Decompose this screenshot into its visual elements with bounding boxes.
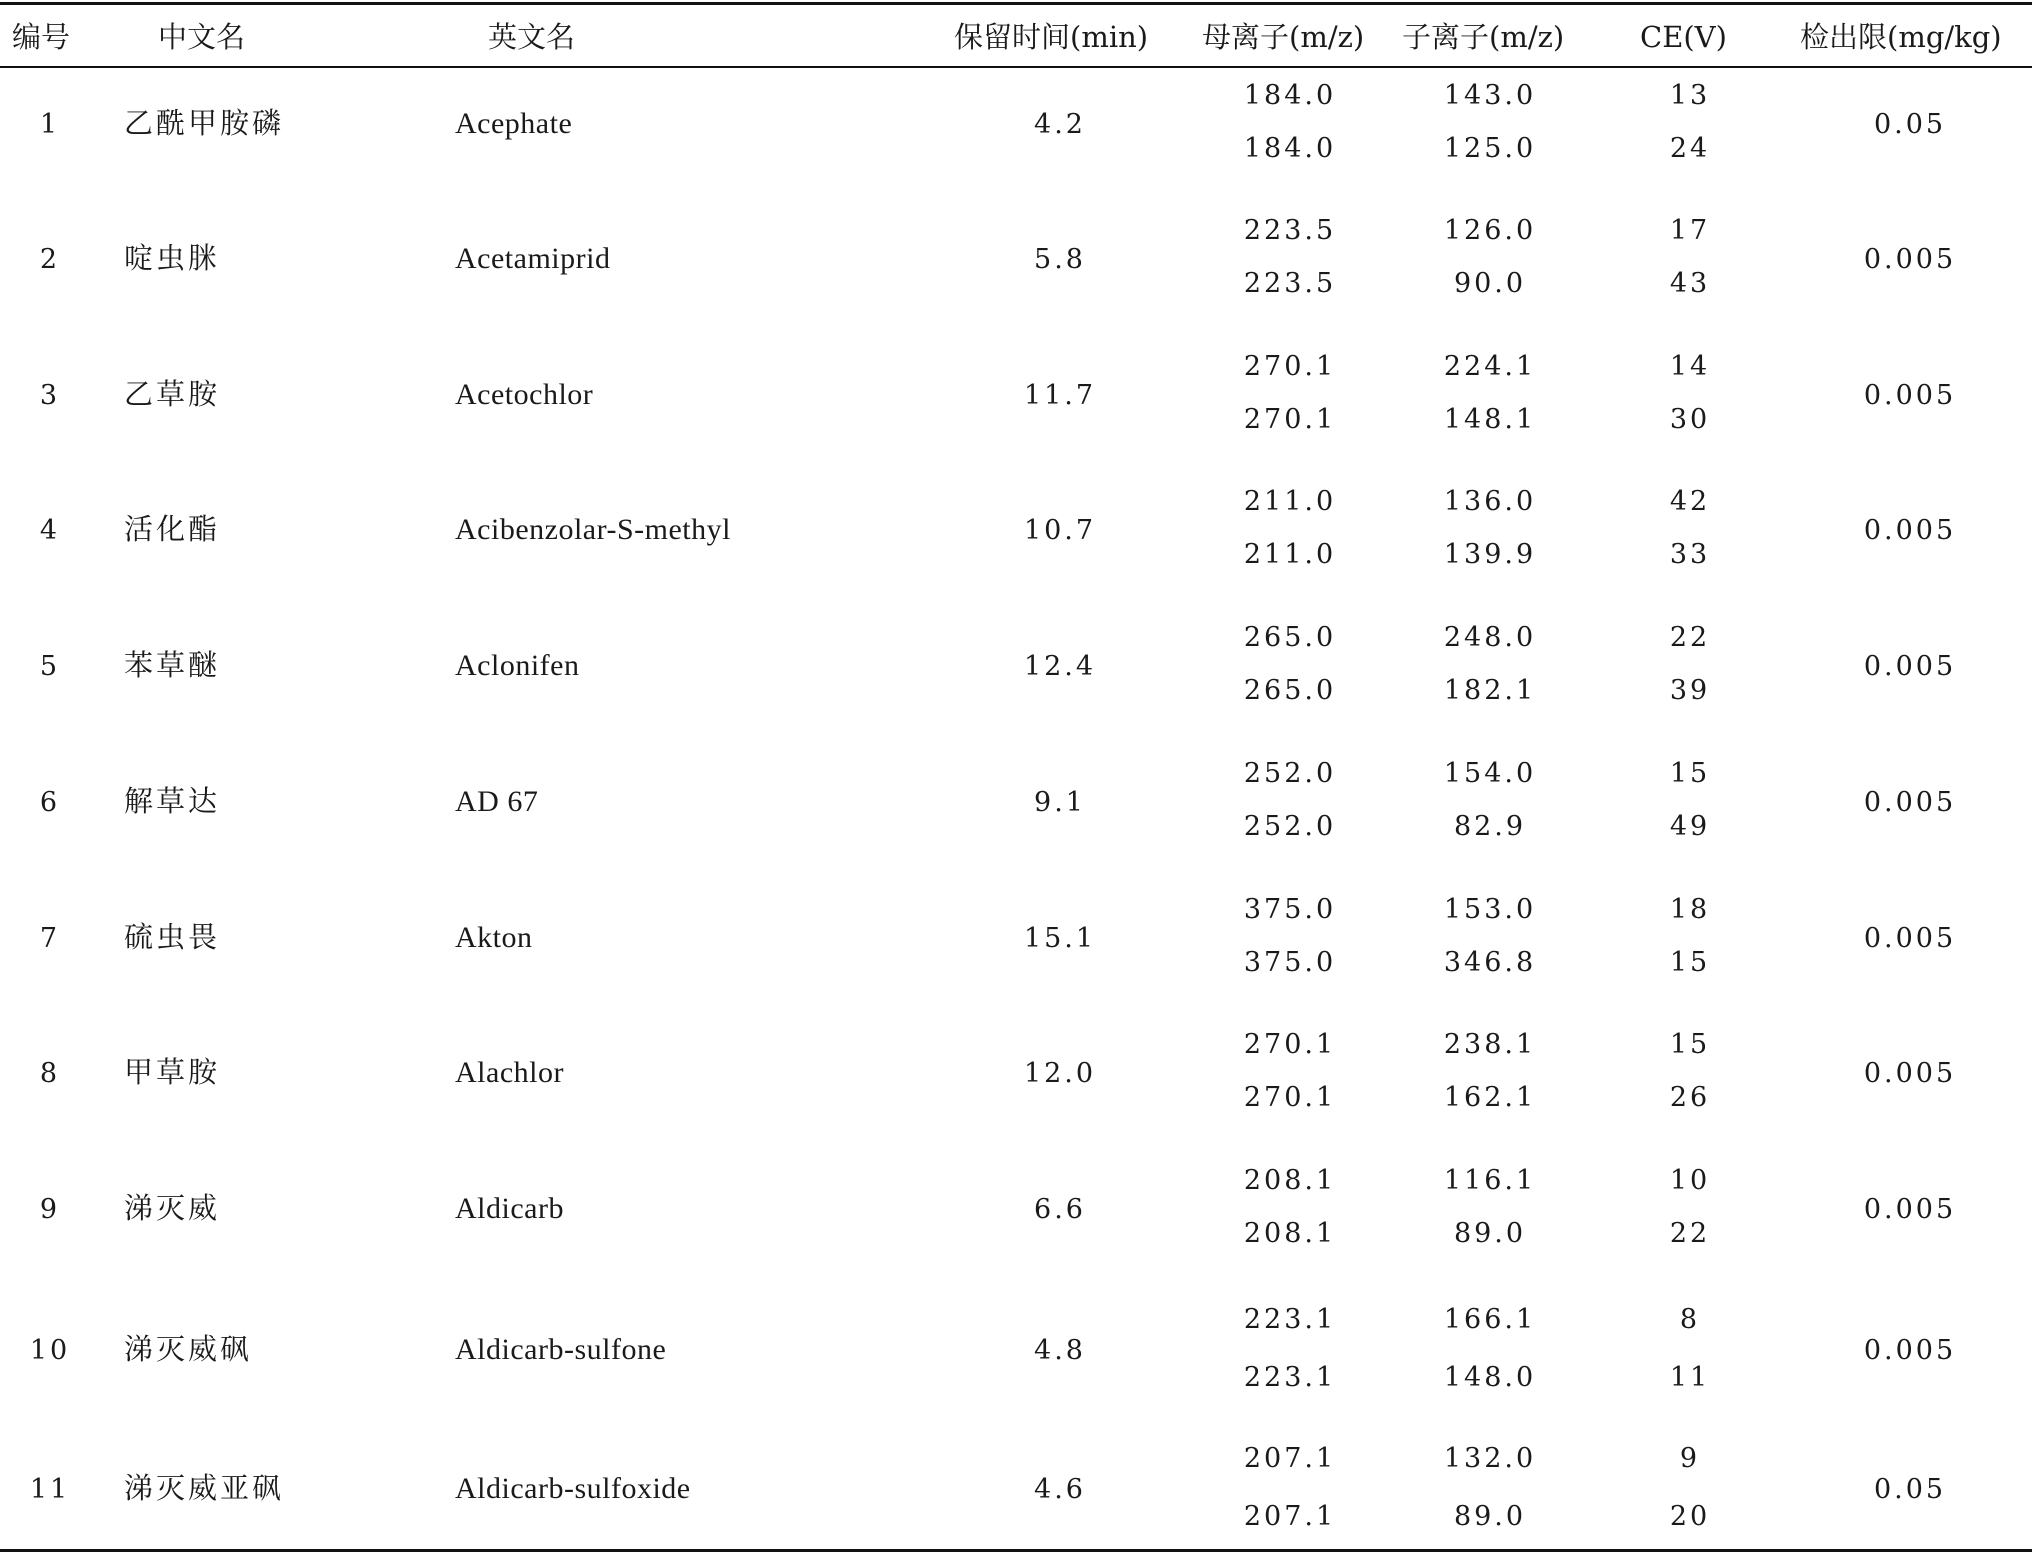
cell-ce: 9 <box>1679 1443 1701 1474</box>
cell-product-ion: 126.0 <box>1443 215 1537 246</box>
header-precursor-ion: 母离子(m/z) <box>1202 20 1365 54</box>
cell-lod: 0.005 <box>1863 243 1957 275</box>
cell-lod: 0.005 <box>1863 786 1957 818</box>
table-row <box>0 1430 2032 1549</box>
header-rule <box>0 66 2032 68</box>
cell-ce: 10 <box>1669 1165 1711 1196</box>
cell-no: 2 <box>39 243 61 275</box>
cell-ce: 22 <box>1669 622 1711 653</box>
cell-precursor-ion: 223.1 <box>1243 1304 1337 1335</box>
cell-ce: 8 <box>1679 1304 1701 1335</box>
cell-no: 10 <box>29 1335 71 1366</box>
cell-name-cn: 涕灭威 <box>124 1190 221 1225</box>
cell-retention-time: 10.7 <box>1023 514 1097 546</box>
cell-no: 5 <box>39 650 61 682</box>
header-name-en: 英文名 <box>488 20 576 54</box>
cell-ce: 26 <box>1669 1082 1711 1113</box>
cell-ce: 14 <box>1669 351 1711 382</box>
cell-ce: 20 <box>1669 1501 1711 1532</box>
cell-name-cn: 苯草醚 <box>124 647 221 682</box>
header-ce: CE(V) <box>1640 20 1727 54</box>
cell-product-ion: 90.0 <box>1453 268 1527 299</box>
cell-precursor-ion: 184.0 <box>1243 133 1337 164</box>
cell-lod: 0.005 <box>1863 1193 1957 1225</box>
cell-precursor-ion: 211.0 <box>1243 486 1337 517</box>
cell-product-ion: 238.1 <box>1443 1029 1537 1060</box>
table-row <box>0 341 2032 476</box>
cell-name-cn: 乙草胺 <box>124 376 221 411</box>
cell-ce: 18 <box>1669 894 1711 925</box>
cell-ce: 24 <box>1669 133 1711 164</box>
cell-product-ion: 162.1 <box>1443 1082 1537 1113</box>
cell-lod: 0.005 <box>1863 650 1957 682</box>
cell-ce: 22 <box>1669 1218 1711 1249</box>
cell-precursor-ion: 270.1 <box>1243 1082 1337 1113</box>
cell-precursor-ion: 375.0 <box>1243 947 1337 978</box>
cell-name-cn: 活化酯 <box>124 511 221 546</box>
cell-precursor-ion: 252.0 <box>1243 811 1337 842</box>
cell-lod: 0.005 <box>1863 1057 1957 1089</box>
cell-product-ion: 89.0 <box>1453 1501 1527 1532</box>
table-header <box>0 5 2032 66</box>
header-product-ion: 子离子(m/z) <box>1402 20 1565 54</box>
cell-name-cn: 硫虫畏 <box>124 919 221 954</box>
table-row <box>0 1155 2032 1291</box>
cell-lod: 0.005 <box>1863 379 1957 411</box>
cell-ce: 13 <box>1669 80 1711 111</box>
cell-name-en: Aldicarb <box>455 1191 564 1225</box>
cell-lod: 0.005 <box>1863 1335 1957 1366</box>
cell-ce: 39 <box>1669 675 1711 706</box>
cell-precursor-ion: 270.1 <box>1243 351 1337 382</box>
cell-no: 11 <box>29 1474 71 1505</box>
table-row <box>0 70 2032 205</box>
cell-precursor-ion: 223.5 <box>1243 268 1337 299</box>
cell-retention-time: 4.2 <box>1034 108 1086 140</box>
cell-lod: 0.005 <box>1863 922 1957 954</box>
cell-precursor-ion: 211.0 <box>1243 539 1337 570</box>
cell-product-ion: 153.0 <box>1443 894 1537 925</box>
cell-no: 6 <box>39 786 61 818</box>
cell-product-ion: 248.0 <box>1443 622 1537 653</box>
cell-name-en: Aclonifen <box>455 648 580 682</box>
cell-product-ion: 346.8 <box>1443 947 1537 978</box>
cell-name-en: Aldicarb-sulfone <box>455 1333 667 1366</box>
cell-ce: 43 <box>1669 268 1711 299</box>
cell-product-ion: 182.1 <box>1443 675 1537 706</box>
cell-ce: 17 <box>1669 215 1711 246</box>
cell-product-ion: 136.0 <box>1443 486 1537 517</box>
cell-no: 4 <box>39 514 61 546</box>
cell-precursor-ion: 207.1 <box>1243 1501 1337 1532</box>
cell-precursor-ion: 270.1 <box>1243 404 1337 435</box>
cell-lod: 0.005 <box>1863 514 1957 546</box>
cell-product-ion: 89.0 <box>1453 1218 1527 1249</box>
cell-ce: 15 <box>1669 1029 1711 1060</box>
cell-ce: 49 <box>1669 811 1711 842</box>
cell-retention-time: 4.8 <box>1034 1335 1086 1366</box>
header-retention-time: 保留时间(min) <box>954 20 1149 54</box>
table-row <box>0 476 2032 612</box>
cell-product-ion: 224.1 <box>1443 351 1537 382</box>
header-no: 编号 <box>12 20 71 54</box>
cell-precursor-ion: 208.1 <box>1243 1218 1337 1249</box>
cell-product-ion: 143.0 <box>1443 80 1537 111</box>
cell-precursor-ion: 184.0 <box>1243 80 1337 111</box>
table-row <box>0 205 2032 341</box>
header-lod: 检出限(mg/kg) <box>1800 20 2002 54</box>
bottom-rule <box>0 1549 2032 1552</box>
cell-name-en: Acibenzolar-S-methyl <box>455 512 731 546</box>
cell-retention-time: 6.6 <box>1034 1193 1086 1225</box>
cell-ce: 33 <box>1669 539 1711 570</box>
cell-ce: 42 <box>1669 486 1711 517</box>
cell-precursor-ion: 270.1 <box>1243 1029 1337 1060</box>
table-row <box>0 884 2032 1019</box>
cell-name-en: Acetamiprid <box>455 241 611 275</box>
cell-lod: 0.05 <box>1873 1474 1947 1505</box>
cell-precursor-ion: 208.1 <box>1243 1165 1337 1196</box>
cell-name-en: Acetochlor <box>455 377 594 411</box>
cell-product-ion: 132.0 <box>1443 1443 1537 1474</box>
cell-product-ion: 125.0 <box>1443 133 1537 164</box>
cell-product-ion: 166.1 <box>1443 1304 1537 1335</box>
cell-name-cn: 甲草胺 <box>124 1054 221 1089</box>
cell-ce: 11 <box>1669 1362 1711 1393</box>
cell-product-ion: 82.9 <box>1453 811 1527 842</box>
cell-name-en: AD 67 <box>455 784 539 818</box>
cell-precursor-ion: 265.0 <box>1243 622 1337 653</box>
cell-name-en: Akton <box>455 920 533 954</box>
cell-retention-time: 9.1 <box>1034 786 1086 818</box>
table-row <box>0 1291 2032 1430</box>
cell-precursor-ion: 265.0 <box>1243 675 1337 706</box>
cell-retention-time: 4.6 <box>1034 1474 1086 1505</box>
cell-no: 8 <box>39 1057 61 1089</box>
cell-name-cn: 涕灭威亚砜 <box>124 1471 285 1505</box>
table-row <box>0 1019 2032 1155</box>
cell-precursor-ion: 375.0 <box>1243 894 1337 925</box>
cell-no: 7 <box>39 922 61 954</box>
cell-retention-time: 15.1 <box>1023 922 1097 954</box>
cell-no: 9 <box>39 1193 61 1225</box>
cell-ce: 30 <box>1669 404 1711 435</box>
cell-precursor-ion: 223.5 <box>1243 215 1337 246</box>
cell-product-ion: 116.1 <box>1443 1165 1537 1196</box>
cell-product-ion: 154.0 <box>1443 758 1537 789</box>
cell-retention-time: 5.8 <box>1034 243 1086 275</box>
cell-no: 3 <box>39 379 61 411</box>
cell-name-en: Alachlor <box>455 1055 564 1089</box>
cell-ce: 15 <box>1669 758 1711 789</box>
cell-no: 1 <box>39 108 61 140</box>
cell-name-cn: 啶虫脒 <box>124 240 221 275</box>
cell-name-en: Acephate <box>455 106 573 140</box>
table-row <box>0 612 2032 748</box>
cell-precursor-ion: 223.1 <box>1243 1362 1337 1393</box>
cell-name-cn: 解草达 <box>124 783 221 818</box>
cell-name-cn: 涕灭威砜 <box>124 1332 253 1366</box>
cell-retention-time: 11.7 <box>1023 379 1097 411</box>
cell-name-en: Aldicarb-sulfoxide <box>455 1472 691 1505</box>
cell-product-ion: 148.1 <box>1443 404 1537 435</box>
cell-precursor-ion: 207.1 <box>1243 1443 1337 1474</box>
cell-product-ion: 139.9 <box>1443 539 1537 570</box>
table-row <box>0 748 2032 884</box>
cell-retention-time: 12.0 <box>1023 1057 1097 1089</box>
cell-retention-time: 12.4 <box>1023 650 1097 682</box>
cell-name-cn: 乙酰甲胺磷 <box>124 105 285 140</box>
cell-precursor-ion: 252.0 <box>1243 758 1337 789</box>
header-name-cn: 中文名 <box>158 20 246 54</box>
cell-lod: 0.05 <box>1873 108 1947 140</box>
cell-ce: 15 <box>1669 947 1711 978</box>
cell-product-ion: 148.0 <box>1443 1362 1537 1393</box>
